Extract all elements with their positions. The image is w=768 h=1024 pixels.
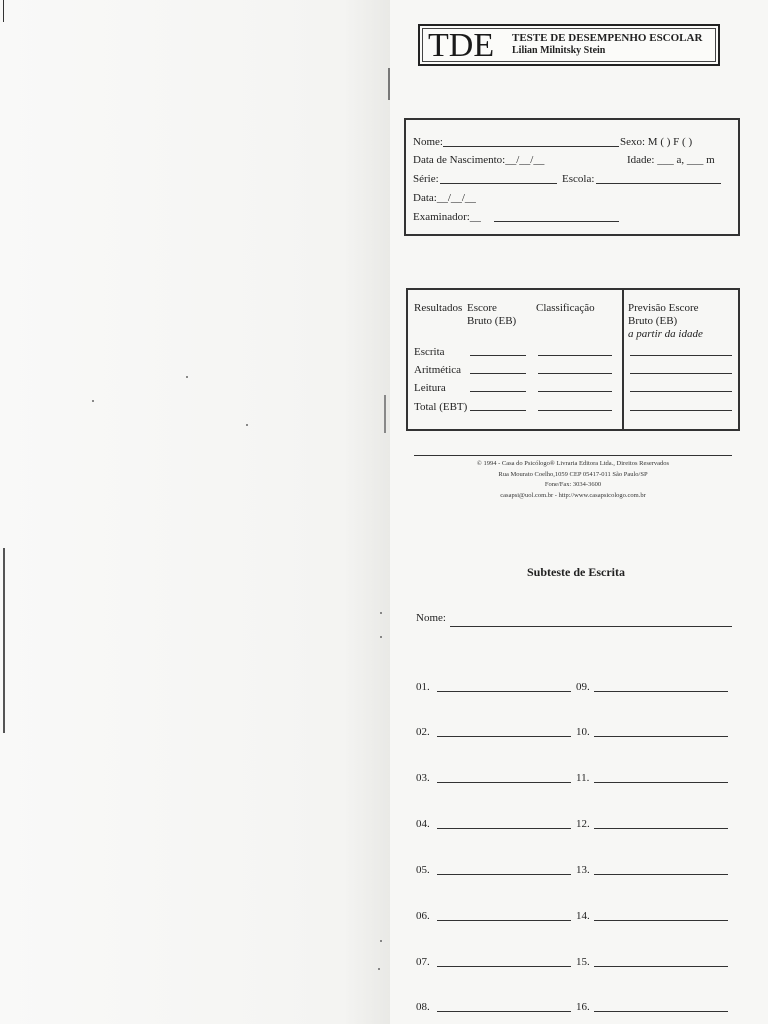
serie-field[interactable] (440, 183, 557, 184)
leitura-class-field[interactable] (538, 391, 612, 392)
answer-field-right[interactable] (594, 736, 728, 737)
escrita-class-field[interactable] (538, 355, 612, 356)
row-leitura: Leitura (414, 382, 446, 394)
serie-label: Série: (413, 173, 439, 185)
answer-number-left: 08. (416, 1001, 430, 1013)
total-class-field[interactable] (538, 410, 612, 411)
answer-field-right[interactable] (594, 920, 728, 921)
answer-field-left[interactable] (437, 1011, 571, 1012)
total-eb-field[interactable] (470, 410, 526, 411)
previsao-header-2: Bruto (EB) (628, 315, 678, 327)
answer-field-right[interactable] (594, 874, 728, 875)
fold-mark (384, 395, 386, 433)
fold-mark (388, 68, 390, 100)
answer-number-right: 09. (576, 681, 590, 693)
answer-number-right: 14. (576, 910, 590, 922)
idade-label: Idade: ___ a, ___ m (627, 154, 715, 166)
answer-number-left: 05. (416, 864, 430, 876)
birth-date-label: Data de Nascimento:__/__/__ (413, 154, 545, 166)
row-escrita: Escrita (414, 346, 445, 358)
results-header: Resultados (414, 302, 463, 314)
answer-number-left: 04. (416, 818, 430, 830)
previsao-header: Previsão Escore (628, 302, 699, 314)
answer-field-left[interactable] (437, 920, 571, 921)
nome-label: Nome: (413, 136, 443, 148)
answer-field-left[interactable] (437, 966, 571, 967)
speck (380, 612, 382, 614)
escola-field[interactable] (596, 183, 721, 184)
answer-number-left: 01. (416, 681, 430, 693)
aritmetica-eb-field[interactable] (470, 373, 526, 374)
total-prev-field[interactable] (630, 410, 732, 411)
escore-header-2: Bruto (EB) (467, 315, 517, 327)
answer-field-left[interactable] (437, 782, 571, 783)
copyright-line-4: casapsi@uol.com.br - http://www.casapsicologo.com.br (500, 492, 646, 499)
test-title: TESTE DE DESEMPENHO ESCOLAR (512, 32, 703, 44)
test-author: Lilian Milnitsky Stein (512, 45, 606, 56)
data-label: Data:__/__/__ (413, 192, 476, 204)
answer-number-left: 06. (416, 910, 430, 922)
answer-field-right[interactable] (594, 691, 728, 692)
answer-field-left[interactable] (437, 736, 571, 737)
row-total: Total (EBT) (414, 401, 468, 413)
escore-header: Escore (467, 302, 497, 314)
subtest-title: Subteste de Escrita (527, 565, 625, 579)
previsao-header-3: a partir da idade (628, 328, 703, 340)
answer-field-left[interactable] (437, 691, 571, 692)
escola-label: Escola: (562, 173, 595, 185)
answer-number-left: 03. (416, 772, 430, 784)
copyright-line-2: Rua Mourato Coelho,1059 CEP 05417-011 São Paulo/SP (498, 471, 648, 478)
answer-number-right: 10. (576, 726, 590, 738)
aritmetica-prev-field[interactable] (630, 373, 732, 374)
speck (380, 636, 382, 638)
escrita-eb-field[interactable] (470, 355, 526, 356)
copyright-rule (414, 455, 732, 456)
answer-number-right: 11. (576, 772, 590, 784)
subtest-nome-label: Nome: (416, 612, 446, 624)
answer-number-right: 16. (576, 1001, 590, 1013)
speck (186, 376, 188, 378)
fold-mark (3, 0, 4, 22)
logo-text: TDE (428, 27, 495, 64)
leitura-prev-field[interactable] (630, 391, 732, 392)
speck (92, 400, 94, 402)
answer-field-right[interactable] (594, 782, 728, 783)
answer-number-right: 15. (576, 956, 590, 968)
answer-field-right[interactable] (594, 1011, 728, 1012)
row-aritmetica: Aritmética (414, 364, 462, 376)
subtest-nome-field[interactable] (450, 626, 732, 627)
speck (378, 968, 380, 970)
copyright-line-1: © 1994 - Casa do Psicólogo® Livraria Editora Ltda., Direitos Reservados (476, 460, 670, 467)
examinador-field[interactable] (494, 221, 619, 222)
copyright-line-3: Fone/Fax: 3034-3600 (544, 481, 602, 488)
answer-field-left[interactable] (437, 828, 571, 829)
classificacao-header: Classificação (536, 302, 595, 314)
speck (246, 424, 248, 426)
answer-field-right[interactable] (594, 966, 728, 967)
aritmetica-class-field[interactable] (538, 373, 612, 374)
answer-number-left: 02. (416, 726, 430, 738)
leitura-eb-field[interactable] (470, 391, 526, 392)
escrita-prev-field[interactable] (630, 355, 732, 356)
speck (380, 940, 382, 942)
results-divider (622, 288, 624, 431)
fold-mark (3, 548, 5, 733)
sexo-label: Sexo: M ( ) F ( ) (620, 136, 693, 148)
logo-box (418, 24, 720, 66)
answer-field-left[interactable] (437, 874, 571, 875)
answer-number-left: 07. (416, 956, 430, 968)
answer-field-right[interactable] (594, 828, 728, 829)
examinador-label: Examinador:__ (413, 211, 481, 223)
nome-field[interactable] (443, 146, 619, 147)
answer-number-right: 13. (576, 864, 590, 876)
answer-number-right: 12. (576, 818, 590, 830)
